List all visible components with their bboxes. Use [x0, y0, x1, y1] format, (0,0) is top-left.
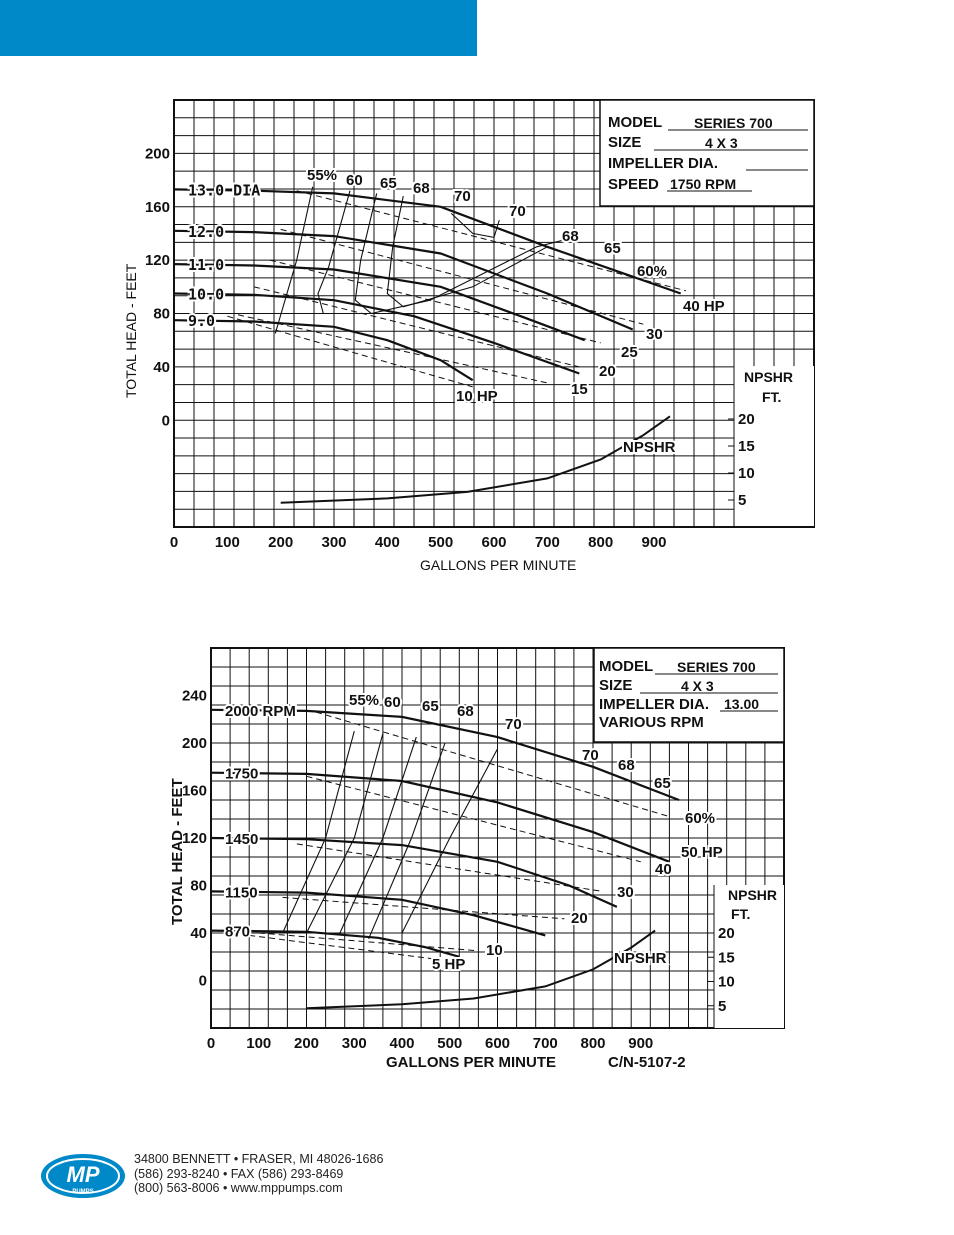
curve-callout: 65	[654, 775, 671, 792]
curve-callout: 30	[617, 884, 634, 901]
y-tick-label: 0	[198, 972, 207, 990]
npshr-tick-label: 15	[738, 438, 755, 455]
x-tick-label: 300	[341, 1035, 367, 1052]
speed-label: VARIOUS RPM	[599, 714, 704, 731]
curve-callout: 40	[655, 861, 672, 878]
model-label: MODEL	[608, 114, 663, 131]
address-line-1: 34800 BENNETT • FRASER, MI 48026-1686	[134, 1152, 384, 1166]
mp-pumps-logo	[40, 1152, 126, 1200]
curve-callout: 60	[384, 694, 401, 711]
logo-letters: MP	[66, 1162, 100, 1187]
x-tick-label: 900	[628, 1035, 654, 1052]
curve-callout: 65	[604, 240, 621, 257]
logo-sub: PUMPS	[72, 1189, 94, 1195]
curve-callout: 50 HP	[681, 844, 723, 861]
x-axis-title: GALLONS PER MINUTE	[386, 1054, 557, 1071]
x-tick-labels	[207, 1035, 653, 1052]
chart-code: C/N-5107-2	[608, 1054, 686, 1071]
curve-callout: 60	[346, 172, 363, 189]
x-tick-label: 400	[374, 534, 400, 551]
x-tick-label: 0	[206, 1035, 216, 1052]
x-tick-label: 800	[580, 1035, 606, 1052]
curve-callout: 20	[571, 910, 588, 927]
head-curve-label: 1750	[225, 765, 259, 783]
size-value: 4 X 3	[681, 678, 714, 694]
curve-callout: 60%	[637, 263, 668, 280]
head-curve-label: 13.0 DIA	[188, 181, 261, 200]
curve-callout: 10 HP	[456, 388, 498, 405]
x-tick-labels	[170, 534, 667, 551]
head-curve-label: 11.0	[188, 256, 225, 275]
model-label: MODEL	[599, 658, 654, 675]
x-tick-label: 900	[641, 534, 667, 551]
impeller-label: IMPELLER DIA.	[599, 696, 710, 713]
curve-callout: 68	[413, 180, 430, 197]
curve-callout: 30	[646, 326, 663, 343]
curve-callout: 65	[380, 175, 397, 192]
npshr-tick-label: 20	[738, 411, 755, 428]
curve-callout: 10	[486, 942, 503, 959]
x-tick-label: 200	[293, 1035, 320, 1052]
head-curve-label: 870	[225, 923, 251, 941]
impeller-value: 13.00	[724, 696, 760, 712]
npshr-unit: FT.	[731, 906, 751, 922]
x-axis-title: GALLONS PER MINUTE	[420, 557, 577, 573]
curve-callout: 65	[422, 698, 439, 715]
x-tick-label: 600	[481, 534, 507, 551]
size-label: SIZE	[608, 134, 642, 151]
curve-callout: 70	[454, 188, 471, 205]
y-tick-label: 160	[144, 198, 170, 216]
speed-value: 1750 RPM	[670, 176, 737, 192]
x-tick-label: 700	[532, 1035, 558, 1052]
y-tick-label: 80	[190, 877, 207, 895]
npshr-tick-label: 5	[738, 492, 747, 509]
pump-curve-chart-1750rpm	[0, 80, 954, 580]
x-tick-label: 700	[534, 534, 560, 551]
curve-callout: 25	[621, 344, 638, 361]
x-tick-label: 500	[437, 1035, 463, 1052]
x-tick-label: 0	[169, 534, 179, 551]
x-tick-label: 800	[588, 534, 614, 551]
y-tick-label: 0	[161, 412, 170, 430]
footer	[40, 1150, 460, 1210]
curve-callout: 20	[599, 363, 616, 380]
curve-callout: 15	[571, 381, 588, 398]
curve-callout: 70	[509, 203, 526, 220]
npshr-tick-label: 10	[738, 465, 755, 482]
model-value: SERIES 700	[694, 115, 773, 131]
y-axis-title: TOTAL HEAD - FEET	[123, 263, 139, 398]
model-value: SERIES 700	[677, 659, 756, 675]
y-tick-label: 200	[181, 735, 207, 752]
y-tick-label: 160	[181, 782, 207, 800]
curve-callout: 55%	[349, 692, 380, 709]
curve-callout: 68	[618, 757, 635, 774]
npshr-label: NPSHR	[744, 369, 794, 385]
head-curve-label: 2000 RPM	[225, 702, 296, 720]
x-tick-label: 200	[268, 534, 294, 551]
size-value: 4 X 3	[705, 135, 738, 151]
x-tick-label: 100	[214, 534, 240, 551]
npshr-tick-label: 10	[718, 973, 735, 991]
head-curve-label: 10.0	[188, 285, 225, 304]
npshr-tick-label: 20	[718, 925, 735, 942]
impeller-label: IMPELLER DIA.	[608, 155, 719, 172]
x-tick-label: 600	[484, 1035, 511, 1052]
x-tick-label: 300	[321, 534, 347, 551]
npshr-tick-label: 5	[718, 997, 727, 1015]
y-tick-labels	[145, 145, 170, 429]
curve-callout: 55%	[307, 167, 338, 184]
size-label: SIZE	[599, 677, 633, 694]
company-address	[134, 1152, 383, 1196]
npshr-curve-label: NPSHR	[614, 950, 667, 967]
x-tick-label: 500	[428, 534, 454, 551]
y-axis-title: TOTAL HEAD - FEET	[169, 778, 186, 925]
y-tick-label: 120	[181, 830, 207, 847]
curve-callout: 60%	[685, 810, 716, 827]
pump-curve-chart-various-rpm	[0, 625, 954, 1085]
curve-callout: 70	[505, 716, 522, 733]
y-tick-label: 40	[153, 358, 170, 376]
y-tick-label: 200	[144, 145, 170, 163]
y-tick-label: 40	[190, 925, 207, 942]
npshr-label: NPSHR	[728, 887, 778, 903]
npshr-tick-label: 15	[718, 949, 735, 967]
curve-callout: 70	[582, 747, 599, 764]
npshr-unit: FT.	[762, 389, 782, 405]
y-tick-label: 80	[153, 305, 170, 323]
speed-label: SPEED	[608, 176, 659, 193]
x-tick-label: 400	[389, 1035, 415, 1052]
address-line-2: (586) 293-8240 • FAX (586) 293-8469	[134, 1166, 344, 1181]
x-tick-label: 100	[246, 1035, 272, 1052]
head-curve-label: 1450	[225, 831, 259, 848]
curve-callout: 68	[562, 228, 579, 245]
curve-callout: 68	[457, 703, 474, 720]
head-curve-label: 9.0	[188, 312, 216, 331]
y-tick-label: 240	[181, 687, 207, 705]
head-curve-label: 1150	[225, 884, 258, 902]
address-line-3: (800) 563-8006 • www.mppumps.com	[134, 1181, 343, 1195]
npshr-curve-label: NPSHR	[623, 439, 676, 456]
header-color-bar	[0, 0, 477, 56]
y-tick-label: 120	[144, 252, 170, 270]
curve-callout: 5 HP	[432, 956, 466, 973]
curve-callout: 40 HP	[683, 298, 725, 315]
head-curve-label: 12.0	[188, 222, 225, 241]
